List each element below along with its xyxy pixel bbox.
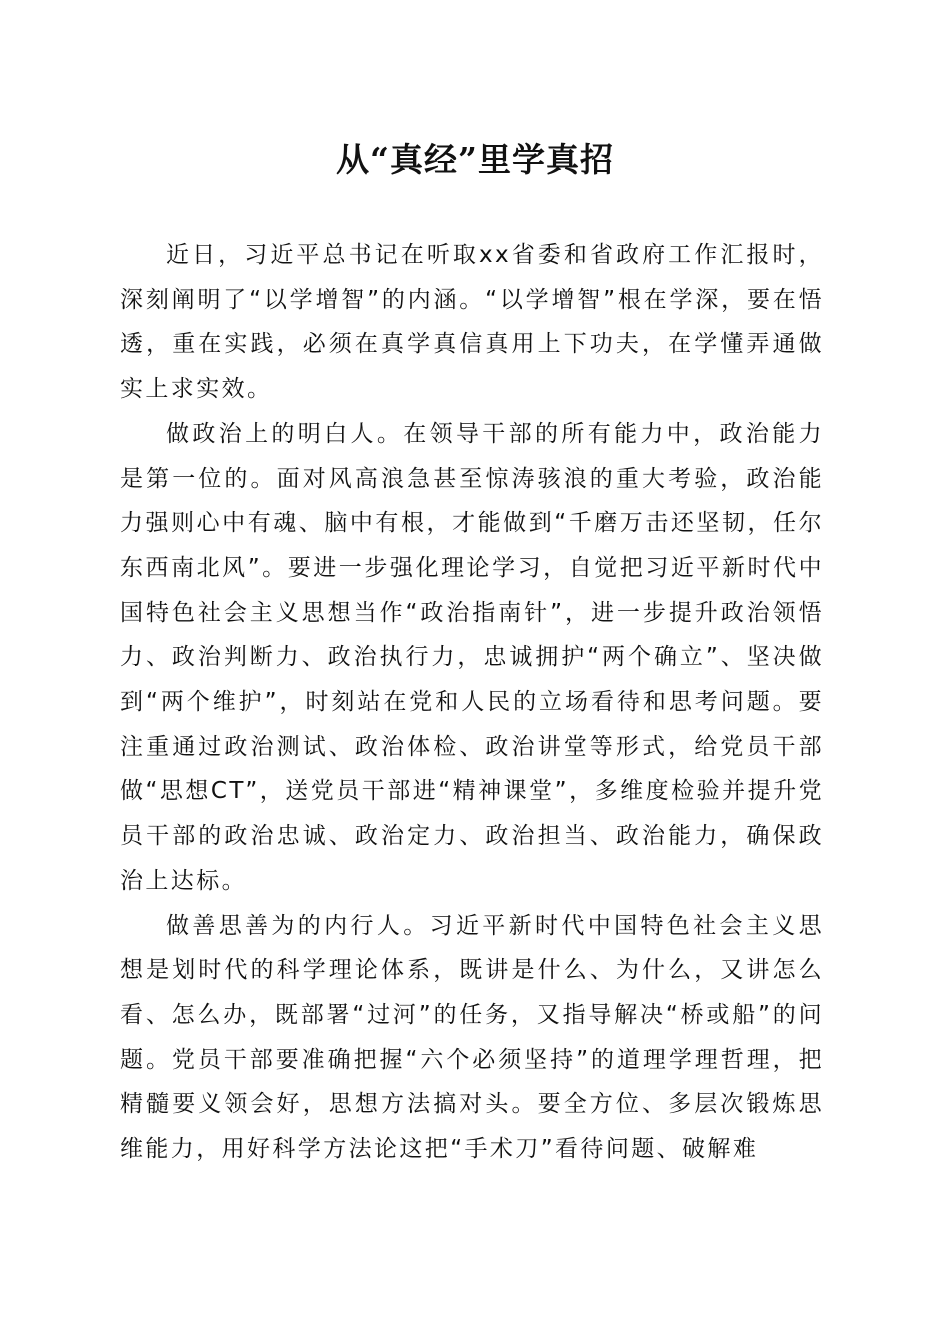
document-title: 从“真经”里学真招 bbox=[336, 140, 614, 179]
document-body bbox=[120, 233, 824, 1172]
paragraph-thinking: 做善思善为的内行人。习近平新时代中国特色社会主义思想是划时代的科学理论体系，既讲是什么、为什么，又讲怎么看、怎么办，既部署“过河”的任务，又指导解决“桥或船”的问题。党员干部要准确把握“六个必须坚持”的道理学理哲理，把精髓要义领会好，思想方法搞对头。要全方位、多层次锻炼思维能力，用好科学方法论这把“手术刀”看待问题、破解难 bbox=[120, 912, 824, 1163]
paragraph-political: 做政治上的明白人。在领导干部的所有能力中，政治能力是第一位的。面对风高浪急甚至惊涛骇浪的重大考验，政治能力强则心中有魂、脑中有根，才能做到“千磨万击还坚韧，任尔东西南北风”。要进一步强化理论学习，自觉把习近平新时代中国特色社会主义思想当作“政治指南针”，进一步提升政治领悟力、政治判断力、政治执行力，忠诚拥护“两个确立”、坚决做到“两个维护”，时刻站在党和人民的立场看待和思考问题。要注重通过政治测试、政治体检、政治讲堂等形式，给党员干部做“思想CT”，送党员干部进“精神课堂”，多维度检验并提升党员干部的政治忠诚、政治定力、政治担当、政治能力，确保政治上达标。 bbox=[120, 420, 824, 894]
paragraph-intro: 近日，习近平总书记在听取xx省委和省政府工作汇报时，深刻阐明了“以学增智”的内涵。“以学增智”根在学深，要在悟透，重在实践，必须在真学真信真用上下功夫，在学懂弄通做实上求实效。 bbox=[120, 242, 824, 403]
